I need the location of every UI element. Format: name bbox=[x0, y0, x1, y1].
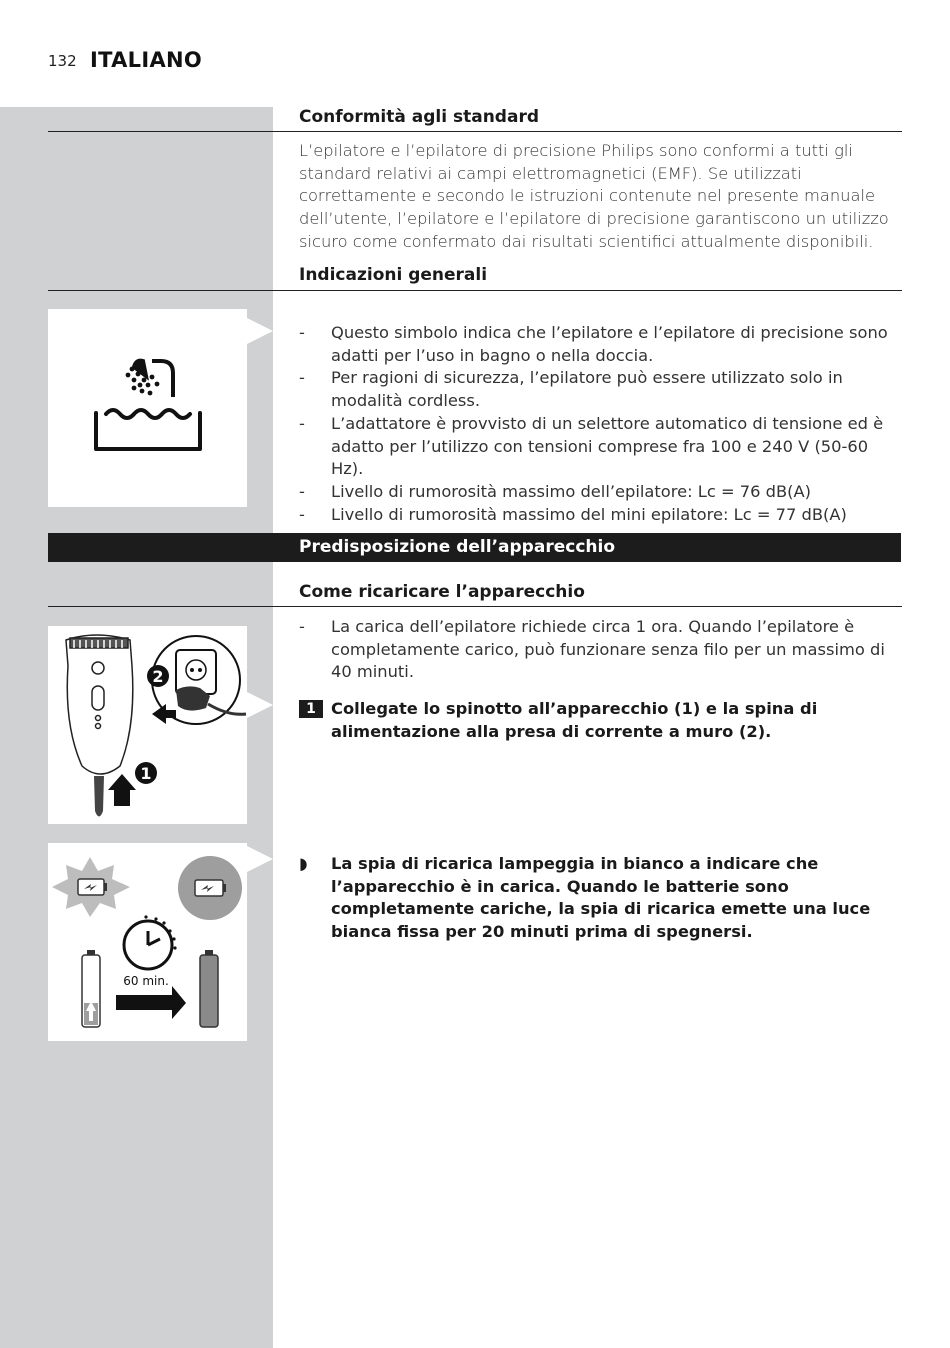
general-heading: Indicazioni generali bbox=[299, 265, 488, 285]
step-text: Collegate lo spinotto all’apparecchio (1) e la spina di alimentazione alla presa di corrente a muro (2). bbox=[331, 699, 818, 741]
list-dash: - bbox=[299, 323, 305, 342]
full-battery-icon bbox=[200, 950, 218, 1027]
bath-shower-illustration bbox=[48, 309, 247, 507]
page-number: 132 bbox=[48, 52, 77, 70]
epilator-icon bbox=[66, 635, 133, 774]
clock-icon bbox=[124, 915, 177, 969]
list-dash: - bbox=[299, 504, 305, 524]
callout-pointer bbox=[247, 846, 273, 872]
section-rule bbox=[48, 606, 902, 607]
list-item bbox=[299, 413, 904, 481]
charging-list bbox=[299, 616, 904, 684]
setup-section-title: Predisposizione dell’apparecchio bbox=[299, 537, 616, 557]
list-item-text: Per ragioni di sicurezza, l’epilatore può essere utilizzato solo in modalità cordless. bbox=[331, 368, 843, 411]
plug-in-illustration bbox=[48, 626, 247, 824]
list-item-text: Questo simbolo indica che l’epilatore e l’epilatore di precisione sono adatti per l’uso in bagno o nella doccia. bbox=[331, 323, 888, 365]
plug-step-label: 1 bbox=[140, 764, 152, 783]
result-note bbox=[299, 853, 909, 944]
callout-pointer bbox=[247, 692, 273, 718]
list-item-text: Livello di rumorosità massimo del mini epilatore: Lc = 77 dB(A) bbox=[331, 504, 847, 524]
conformity-text: L’epilatore e l’epilatore di precisione Philips sono conformi a tutti gli standard relativi ai campi elettromagnetici (EMF). Se utilizzati correttamente e secondo le istruzioni contenute nel presente manuale dell’utente, l’epilatore e l’epilatore di precisione garantiscono un utilizzo sicuro come confermato dai risultati scientifici attualmente disponibili. bbox=[299, 141, 889, 251]
charge-time-label: 60 min. bbox=[123, 974, 169, 988]
list-item-text: La carica dell’epilatore richiede circa 1 ora. Quando l’epilatore è completamente carico, può funzionare senza filo per un massimo di 40 minuti. bbox=[331, 617, 885, 682]
list-item bbox=[299, 481, 904, 504]
arrow-icon bbox=[116, 986, 186, 1019]
charging-heading: Come ricaricare l’apparecchio bbox=[299, 582, 585, 602]
conformity-heading: Conformità agli standard bbox=[299, 107, 540, 127]
steady-light-icon bbox=[178, 856, 242, 920]
list-item bbox=[299, 322, 904, 367]
section-rule bbox=[48, 131, 902, 132]
bathtub-icon bbox=[96, 410, 200, 449]
list-dash: - bbox=[299, 617, 305, 636]
list-item bbox=[299, 367, 904, 412]
callout-pointer bbox=[247, 318, 273, 344]
section-rule bbox=[48, 290, 902, 291]
list-item-text: Livello di rumorosità massimo dell’epilatore: Lc = 76 dB(A) bbox=[331, 481, 812, 501]
page-language-title: ITALIANO bbox=[90, 48, 203, 72]
list-dash: - bbox=[299, 368, 305, 388]
battery-charging-illustration bbox=[48, 843, 247, 1041]
list-item bbox=[299, 504, 904, 527]
list-item bbox=[299, 616, 904, 684]
wall-socket-icon bbox=[147, 636, 246, 724]
list-dash: - bbox=[299, 481, 305, 501]
list-dash: - bbox=[299, 413, 305, 433]
flashing-light-icon bbox=[52, 857, 130, 917]
socket-step-label: 2 bbox=[152, 667, 164, 686]
step-number-badge: 1 bbox=[299, 700, 323, 718]
result-text: La spia di ricarica lampeggia in bianco a indicare che l’apparecchio è in carica. Quando le batterie sono completamente cariche, la spia di ricarica emette una luce bianca fissa per 20 minuti prima di spegnersi. bbox=[331, 854, 871, 942]
general-list bbox=[299, 322, 904, 526]
empty-battery-icon bbox=[82, 950, 100, 1027]
result-marker-icon: ◗ bbox=[299, 854, 308, 873]
list-item-text: L’adattatore è provvisto di un selettore automatico di tensione ed è adatto per l’utilizzo con tensioni comprese fra 100 e 240 V (50-60 Hz). bbox=[331, 413, 884, 479]
instruction-step bbox=[299, 698, 904, 743]
